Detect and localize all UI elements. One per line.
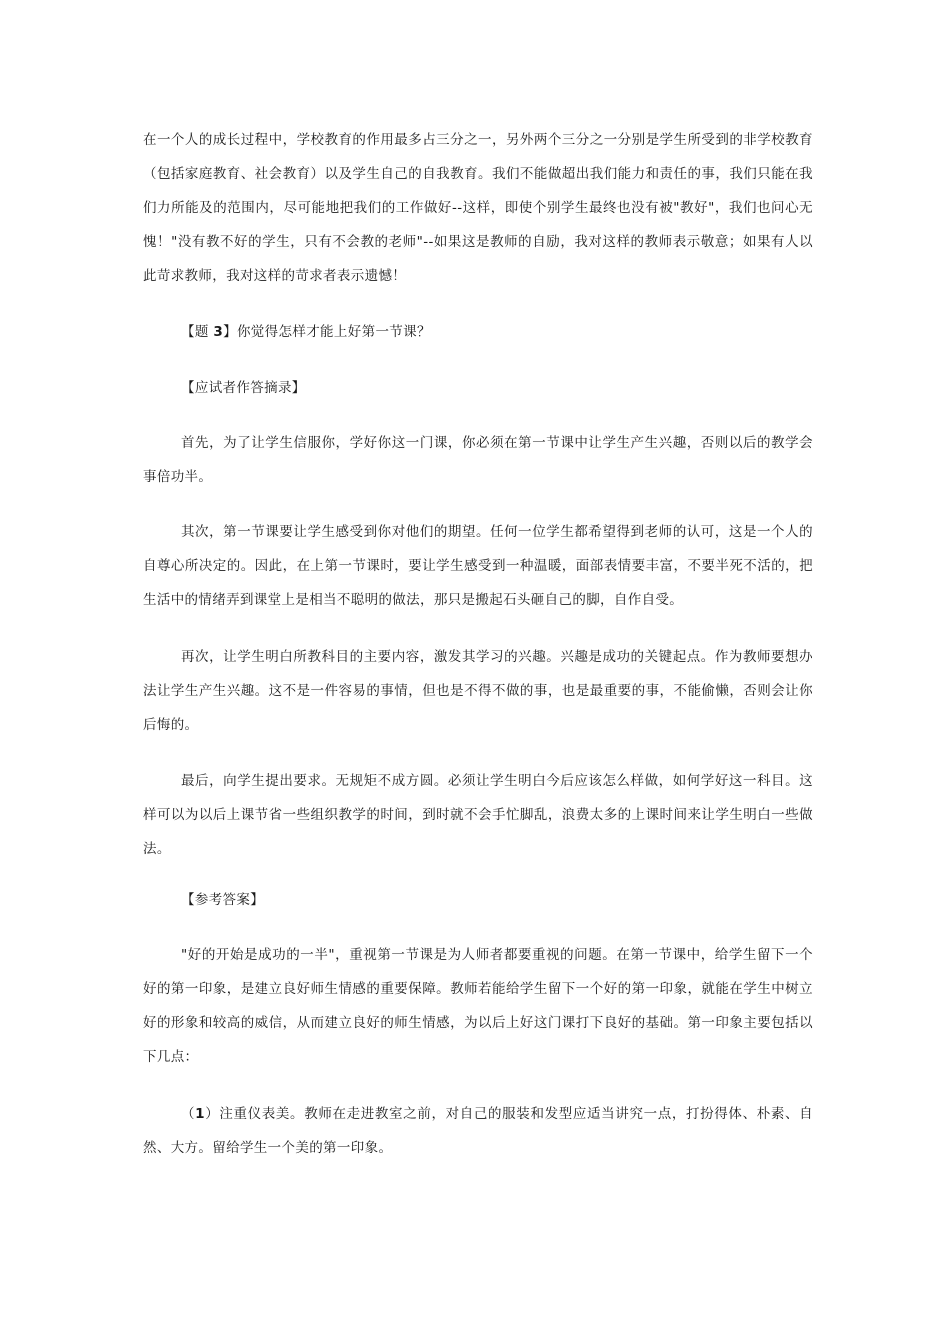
question-bracket-close: 】	[223, 324, 237, 340]
reference-intro-paragraph: "好的开始是成功的一半"，重视第一节课是为人师者都要重视的问题。在第一节课中，给学生留下一个好的第一印象，是建立良好师生情感的重要保障。教师若能给学生留下一个好的第一印象，就能在学生中树立好的形象和较高的威信，从而建立良好的师生情感，为以后上好这门课打下良好的基础。第一印象主要包括以下几点：	[143, 947, 813, 1065]
answer-third-paragraph: 再次，让学生明白所教科目的主要内容，激发其学习的兴趣。兴趣是成功的关键起点。作为教师要想办法让学生产生兴趣。这不是一件容易的事情，但也是不得不做的事，也是最重要的事，不能偷懒，否则会让你后悔的。	[143, 649, 813, 733]
reference-heading: 【参考答案】	[181, 892, 265, 908]
question-number: 3	[213, 324, 224, 340]
intro-paragraph: 在一个人的成长过程中，学校教育的作用最多占三分之一，另外两个三分之一分别是学生所受到的非学校教育（包括家庭教育、社会教育）以及学生自己的自我教育。我们不能做超出我们能力和责任的事，我们只能在我们力所能及的范围内，尽可能地把我们的工作做好--这样，即使个别学生最终也没有被"教好"，我们也问心无愧！"没有教不好的学生，只有不会教的老师"--如果这是教师的自励，我对这样的教师表示敬意；如果有人以此苛求教师，我对这样的苛求者表示遗憾！	[143, 132, 813, 284]
point-one-open: （	[181, 1106, 196, 1122]
point-one-number: 1	[195, 1106, 205, 1122]
question-bracket-open: 【题	[181, 324, 214, 340]
point-one-paragraph	[143, 1097, 813, 1165]
answer-first-paragraph: 首先，为了让学生信服你，学好你这一门课，你必须在第一节课中让学生产生兴趣，否则以后的教学会事倍功半。	[143, 435, 813, 485]
answer-second-paragraph: 其次，第一节课要让学生感受到你对他们的期望。任何一位学生都希望得到老师的认可，这是一个人的自尊心所决定的。因此，在上第一节课时，要让学生感受到一种温暖，面部表情要丰富，不要半死不活的，把生活中的情绪弄到课堂上是相当不聪明的做法，那只是搬起石头砸自己的脚，自作自受。	[143, 524, 813, 608]
question-text: 你觉得怎样才能上好第一节课？	[236, 324, 431, 340]
question-heading	[181, 315, 431, 349]
point-one-text: ）注重仪表美。教师在走进教室之前，对自己的服装和发型应适当讲究一点，打扮得体、朴素、自然、大方。留给学生一个美的第一印象。	[143, 1106, 813, 1156]
excerpt-heading: 【应试者作答摘录】	[181, 380, 306, 396]
answer-last-paragraph: 最后，向学生提出要求。无规矩不成方圆。必须让学生明白今后应该怎么样做，如何学好这一科目。这样可以为以后上课节省一些组织教学的时间，到时就不会手忙脚乱，浪费太多的上课时间来让学生明白一些做法。	[143, 773, 813, 857]
